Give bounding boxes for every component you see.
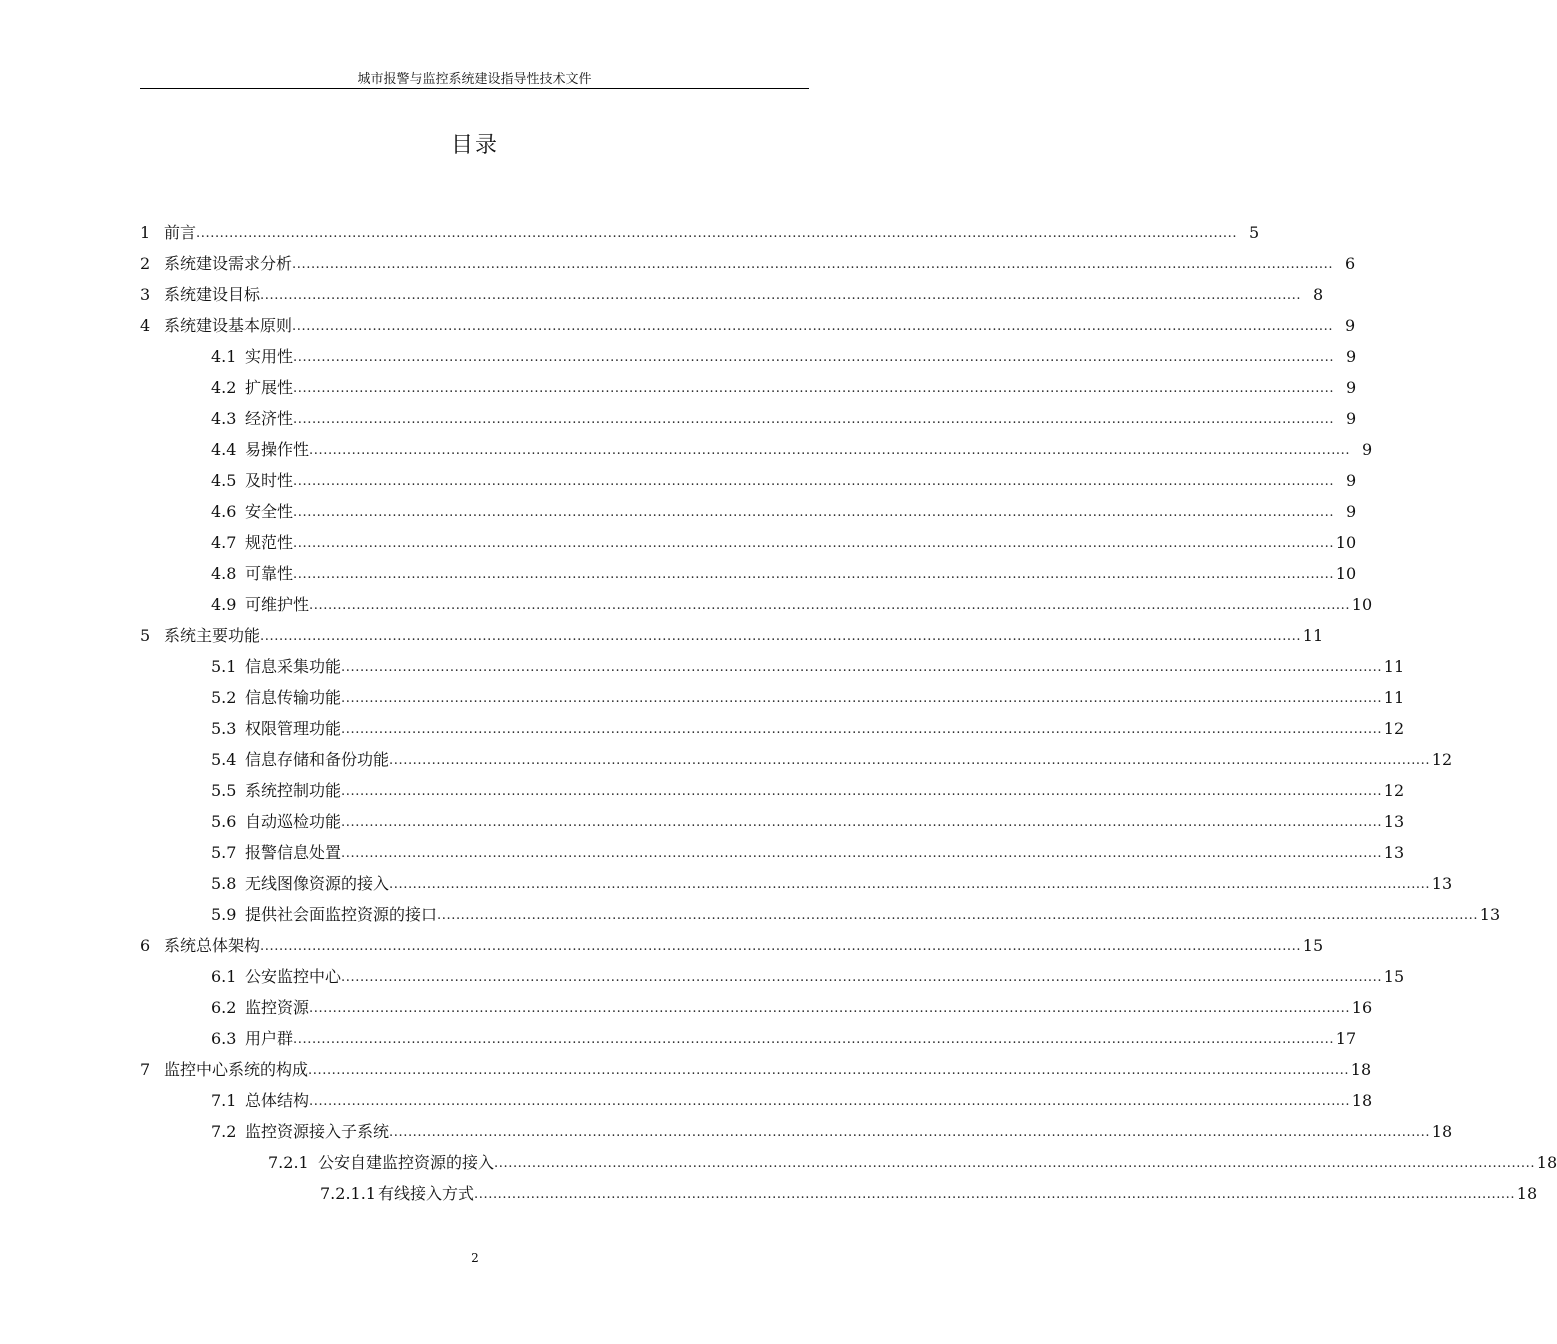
toc-entry-number: 5	[140, 626, 151, 645]
toc-entry-label: 安全性	[245, 502, 294, 521]
toc-dot-leader: ............................................................................................................................................................................................................................	[260, 939, 1302, 954]
toc-entry-page: 13	[1383, 812, 1405, 831]
toc-dot-leader: ............................................................................................................................................................................................................................	[389, 877, 1431, 892]
toc-entry[interactable]	[211, 401, 1357, 429]
toc-entry-label: 规范性	[245, 533, 294, 552]
toc-entry-number: 5.8	[211, 874, 237, 893]
toc-entry-number: 7.2.1.1	[320, 1184, 376, 1203]
toc-entry[interactable]	[211, 742, 1453, 770]
toc-entry-label: 监控资源接入子系统	[245, 1122, 390, 1141]
toc-entry-number: 6.1	[211, 967, 237, 986]
toc-entry-label: 信息存储和备份功能	[245, 750, 390, 769]
toc-entry[interactable]	[211, 370, 1357, 398]
running-header: 城市报警与监控系统建设指导性技术文件	[357, 72, 592, 87]
toc-entry-number: 1	[140, 223, 151, 242]
toc-entry-label: 扩展性	[245, 378, 294, 397]
toc-entry-page: 5	[1248, 223, 1260, 242]
toc-entry-label: 提供社会面监控资源的接口	[245, 905, 438, 924]
toc-entry-page: 12	[1383, 781, 1405, 800]
toc-entry-page: 9	[1345, 502, 1357, 521]
toc-entry-number: 6.2	[211, 998, 237, 1017]
toc-entry-page: 17	[1335, 1029, 1357, 1048]
toc-dot-leader: ............................................................................................................................................................................................................................	[437, 908, 1479, 923]
toc-entry-label: 监控中心系统的构成	[164, 1060, 309, 1079]
toc-entry-page: 10	[1335, 564, 1357, 583]
toc-entry[interactable]	[211, 680, 1405, 708]
toc-entry-page: 10	[1351, 595, 1373, 614]
toc-entry-page: 16	[1351, 998, 1373, 1017]
toc-entry[interactable]	[211, 556, 1357, 584]
toc-entry-label: 公安自建监控资源的接入	[318, 1153, 495, 1172]
toc-entry-number: 4	[140, 316, 151, 335]
toc-entry-label: 系统建设目标	[164, 285, 261, 304]
toc-entry-number: 6.3	[211, 1029, 237, 1048]
toc-entry-number: 7.1	[211, 1091, 237, 1110]
toc-dot-leader: ............................................................................................................................................................................................................................	[474, 1187, 1516, 1202]
toc-dot-leader: ............................................................................................................................................................................................................................	[293, 350, 1335, 365]
toc-entry-number: 2	[140, 254, 151, 273]
toc-entry-page: 18	[1536, 1153, 1557, 1172]
toc-entry-number: 4.3	[211, 409, 237, 428]
toc-entry-number: 4.5	[211, 471, 237, 490]
toc-entry-number: 4.4	[211, 440, 237, 459]
toc-entry-number: 4.6	[211, 502, 237, 521]
toc-entry[interactable]	[320, 1176, 1538, 1204]
toc-entry[interactable]	[211, 525, 1357, 553]
toc-entry[interactable]	[211, 649, 1405, 677]
toc-dot-leader: ............................................................................................................................................................................................................................	[341, 660, 1383, 675]
toc-entry[interactable]	[211, 959, 1405, 987]
toc-entry-page: 9	[1345, 409, 1357, 428]
toc-entry[interactable]	[211, 463, 1357, 491]
toc-entry-label: 监控资源	[245, 998, 310, 1017]
toc-dot-leader: ............................................................................................................................................................................................................................	[196, 226, 1238, 241]
toc-entry-page: 9	[1345, 471, 1357, 490]
toc-entry[interactable]	[211, 494, 1357, 522]
toc-dot-leader: ............................................................................................................................................................................................................................	[341, 815, 1383, 830]
toc-dot-leader: ............................................................................................................................................................................................................................	[292, 257, 1334, 272]
toc-entry-page: 15	[1302, 936, 1324, 955]
toc-dot-leader: ............................................................................................................................................................................................................................	[341, 970, 1383, 985]
toc-entry-label: 经济性	[245, 409, 294, 428]
toc-entry-number: 4.2	[211, 378, 237, 397]
toc-entry-page: 12	[1431, 750, 1453, 769]
toc-dot-leader: ............................................................................................................................................................................................................................	[293, 536, 1335, 551]
toc-dot-leader: ............................................................................................................................................................................................................................	[260, 288, 1302, 303]
toc-entry-label: 前言	[164, 223, 197, 242]
toc-dot-leader: ............................................................................................................................................................................................................................	[341, 722, 1383, 737]
toc-entry-number: 5.9	[211, 905, 237, 924]
toc-entry-page: 11	[1302, 626, 1324, 645]
toc-entry-page: 15	[1383, 967, 1405, 986]
toc-entry-label: 系统控制功能	[245, 781, 342, 800]
toc-entry-number: 5.7	[211, 843, 237, 862]
toc-entry-number: 5.2	[211, 688, 237, 707]
toc-dot-leader: ............................................................................................................................................................................................................................	[293, 1032, 1335, 1047]
toc-entry-number: 5.6	[211, 812, 237, 831]
toc-entry-page: 12	[1383, 719, 1405, 738]
toc-dot-leader: ............................................................................................................................................................................................................................	[260, 629, 1302, 644]
toc-entry-label: 系统主要功能	[164, 626, 261, 645]
toc-entry-number: 3	[140, 285, 151, 304]
toc-entry-label: 总体结构	[245, 1091, 310, 1110]
toc-entry[interactable]	[140, 277, 1324, 305]
toc-entry[interactable]	[211, 897, 1501, 925]
toc-dot-leader: ............................................................................................................................................................................................................................	[308, 1063, 1350, 1078]
toc-entry-number: 4.1	[211, 347, 237, 366]
toc-entry[interactable]	[140, 1052, 1372, 1080]
toc-entry-page: 10	[1335, 533, 1357, 552]
toc-entry[interactable]	[211, 432, 1373, 460]
toc-dot-leader: ............................................................................................................................................................................................................................	[293, 381, 1335, 396]
toc-entry-label: 易操作性	[245, 440, 310, 459]
toc-entry[interactable]	[140, 308, 1356, 336]
toc-entry-page: 11	[1383, 657, 1405, 676]
toc-entry-label: 系统总体架构	[164, 936, 261, 955]
toc-entry-page: 9	[1361, 440, 1373, 459]
page-title: 目录	[450, 133, 499, 158]
toc-entry-label: 可靠性	[245, 564, 294, 583]
toc-entry[interactable]	[140, 618, 1324, 646]
toc-entry-number: 7	[140, 1060, 151, 1079]
toc-entry[interactable]	[211, 1083, 1373, 1111]
toc-entry-number: 4.7	[211, 533, 237, 552]
toc-dot-leader: ............................................................................................................................................................................................................................	[341, 784, 1383, 799]
toc-dot-leader: ............................................................................................................................................................................................................................	[389, 753, 1431, 768]
toc-entry-page: 13	[1431, 874, 1453, 893]
toc-dot-leader: ............................................................................................................................................................................................................................	[309, 598, 1351, 613]
toc-entry-number: 5.4	[211, 750, 237, 769]
toc-entry-label: 系统建设基本原则	[164, 316, 293, 335]
toc-entry[interactable]	[211, 1114, 1453, 1142]
toc-dot-leader: ............................................................................................................................................................................................................................	[293, 505, 1335, 520]
toc-entry-number: 5.1	[211, 657, 237, 676]
toc-entry-page: 6	[1344, 254, 1356, 273]
toc-entry-page: 18	[1351, 1091, 1373, 1110]
toc-dot-leader: ............................................................................................................................................................................................................................	[309, 443, 1351, 458]
toc-entry-label: 报警信息处置	[245, 843, 342, 862]
toc-dot-leader: ............................................................................................................................................................................................................................	[293, 567, 1335, 582]
toc-entry-label: 信息采集功能	[245, 657, 342, 676]
toc-entry-number: 7.2.1	[268, 1153, 309, 1172]
toc-entry-number: 5.3	[211, 719, 237, 738]
toc-entry[interactable]	[211, 339, 1357, 367]
toc-dot-leader: ............................................................................................................................................................................................................................	[494, 1156, 1536, 1171]
toc-entry-label: 信息传输功能	[245, 688, 342, 707]
toc-entry[interactable]	[211, 1021, 1357, 1049]
toc-entry[interactable]	[140, 215, 1260, 243]
toc-entry[interactable]	[211, 587, 1373, 615]
toc-entry[interactable]	[211, 773, 1405, 801]
toc-entry-label: 公安监控中心	[245, 967, 342, 986]
toc-dot-leader: ............................................................................................................................................................................................................................	[341, 846, 1383, 861]
toc-entry-number: 4.8	[211, 564, 237, 583]
toc-entry[interactable]	[211, 990, 1373, 1018]
toc-dot-leader: ............................................................................................................................................................................................................................	[389, 1125, 1431, 1140]
toc-entry[interactable]	[140, 246, 1356, 274]
toc-entry-label: 及时性	[245, 471, 294, 490]
toc-entry-page: 9	[1344, 316, 1356, 335]
toc-entry[interactable]	[211, 835, 1405, 863]
toc-entry-number: 6	[140, 936, 151, 955]
toc-dot-leader: ............................................................................................................................................................................................................................	[341, 691, 1383, 706]
toc-entry-page: 13	[1479, 905, 1501, 924]
page-number: 2	[471, 1251, 479, 1265]
toc-entry-label: 可维护性	[245, 595, 310, 614]
toc-entry-page: 9	[1345, 378, 1357, 397]
toc-dot-leader: ............................................................................................................................................................................................................................	[293, 412, 1335, 427]
toc-entry[interactable]	[211, 866, 1453, 894]
toc-entry-number: 4.9	[211, 595, 237, 614]
toc-entry-page: 18	[1350, 1060, 1372, 1079]
toc-dot-leader: ............................................................................................................................................................................................................................	[309, 1094, 1351, 1109]
toc-entry-page: 11	[1383, 688, 1405, 707]
toc-entry-page: 18	[1431, 1122, 1453, 1141]
toc-entry[interactable]	[211, 804, 1405, 832]
toc-entry[interactable]	[211, 711, 1405, 739]
toc-entry-page: 8	[1312, 285, 1324, 304]
header-rule	[140, 88, 809, 89]
toc-entry-label: 系统建设需求分析	[164, 254, 293, 273]
toc-entry[interactable]	[140, 928, 1324, 956]
toc-entry-number: 5.5	[211, 781, 237, 800]
toc-entry-page: 9	[1345, 347, 1357, 366]
toc-entry-label: 用户群	[245, 1029, 294, 1048]
toc-dot-leader: ............................................................................................................................................................................................................................	[293, 474, 1335, 489]
toc-entry-page: 13	[1383, 843, 1405, 862]
toc-entry[interactable]	[268, 1145, 1557, 1173]
toc-entry-number: 7.2	[211, 1122, 237, 1141]
toc-entry-label: 权限管理功能	[245, 719, 342, 738]
toc-entry-label: 实用性	[245, 347, 294, 366]
toc-dot-leader: ............................................................................................................................................................................................................................	[309, 1001, 1351, 1016]
toc-entry-page: 18	[1516, 1184, 1538, 1203]
toc-entry-label: 无线图像资源的接入	[245, 874, 390, 893]
toc-entry-label: 有线接入方式	[378, 1184, 475, 1203]
toc-entry-label: 自动巡检功能	[245, 812, 342, 831]
toc-dot-leader: ............................................................................................................................................................................................................................	[292, 319, 1334, 334]
